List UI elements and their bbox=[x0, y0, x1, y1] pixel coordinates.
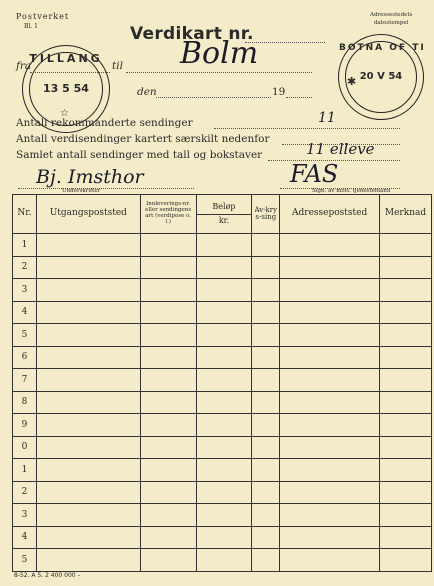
table-cell bbox=[140, 369, 196, 392]
table-cell bbox=[196, 481, 252, 504]
table-cell bbox=[36, 391, 140, 414]
table-cell bbox=[380, 324, 432, 347]
den-line bbox=[156, 97, 271, 98]
table-cell bbox=[36, 346, 140, 369]
table-cell bbox=[196, 549, 252, 572]
receiver-signature-label: Sign. av mott. tjenestemann bbox=[312, 188, 391, 194]
table-row bbox=[13, 279, 432, 302]
table-cell bbox=[280, 234, 380, 257]
sender-signature-line bbox=[18, 188, 194, 189]
recommended-label: Antall rekommanderte sendinger bbox=[16, 117, 193, 129]
col-avkryssing: Av-krys-sing bbox=[252, 195, 280, 234]
left-postmark-star-icon: ☆ bbox=[60, 108, 69, 119]
form-title: Verdikart nr. bbox=[130, 24, 254, 44]
table-cell bbox=[380, 279, 432, 302]
table-cell bbox=[196, 346, 252, 369]
table-cell bbox=[140, 436, 196, 459]
table-cell bbox=[280, 279, 380, 302]
table-cell bbox=[196, 234, 252, 257]
table-cell bbox=[380, 549, 432, 572]
table-row bbox=[13, 234, 432, 257]
table-cell bbox=[280, 549, 380, 572]
row-number: 0 bbox=[13, 436, 37, 459]
table-cell bbox=[252, 526, 280, 549]
recommended-value: 11 bbox=[318, 110, 336, 126]
table-cell bbox=[36, 256, 140, 279]
col-belop-label: Beløp bbox=[212, 201, 236, 211]
table-cell bbox=[252, 301, 280, 324]
stamp-label-2: datostempel bbox=[374, 20, 409, 26]
table-row bbox=[13, 301, 432, 324]
table-cell bbox=[36, 301, 140, 324]
value-shipments-label: Antall verdisendinger kartert særskilt nedenfor bbox=[16, 133, 270, 145]
row-number: 2 bbox=[13, 256, 37, 279]
left-postmark-date: 13 5 54 bbox=[43, 82, 89, 95]
table-cell bbox=[36, 526, 140, 549]
table-cell bbox=[196, 279, 252, 302]
table-cell bbox=[196, 391, 252, 414]
table-cell bbox=[280, 369, 380, 392]
row-number: 1 bbox=[13, 459, 37, 482]
table-cell bbox=[252, 414, 280, 437]
col-innlevering: Innleverings-nr. eller sendingens art (verdipose o. l.) bbox=[140, 195, 196, 234]
table-cell bbox=[196, 436, 252, 459]
table-row bbox=[13, 369, 432, 392]
table-cell bbox=[252, 391, 280, 414]
col-belop bbox=[196, 195, 252, 234]
table-cell bbox=[36, 234, 140, 257]
table-row bbox=[13, 549, 432, 572]
table-cell bbox=[280, 346, 380, 369]
table-cell bbox=[252, 256, 280, 279]
table-cell bbox=[280, 481, 380, 504]
table-cell bbox=[140, 256, 196, 279]
table-cell bbox=[280, 256, 380, 279]
table-cell bbox=[380, 346, 432, 369]
table-cell bbox=[196, 256, 252, 279]
table-row bbox=[13, 391, 432, 414]
row-number: 7 bbox=[13, 369, 37, 392]
print-code: 8-52. A 5. 2 400 000 – bbox=[14, 572, 81, 579]
table-row bbox=[13, 414, 432, 437]
col-belop-kr: kr. bbox=[197, 214, 252, 225]
table-cell bbox=[252, 324, 280, 347]
col-utgangspoststed: Utgangspoststed bbox=[36, 195, 140, 234]
table-cell bbox=[196, 526, 252, 549]
table-cell bbox=[140, 526, 196, 549]
table-row bbox=[13, 504, 432, 527]
table-cell bbox=[252, 459, 280, 482]
table-cell bbox=[252, 481, 280, 504]
row-number: 8 bbox=[13, 391, 37, 414]
table-cell bbox=[140, 301, 196, 324]
table-cell bbox=[380, 436, 432, 459]
total-label: Samlet antall sendinger med tall og bokstaver bbox=[16, 149, 263, 161]
table-cell bbox=[252, 369, 280, 392]
table-cell bbox=[380, 256, 432, 279]
table-cell bbox=[196, 459, 252, 482]
sender-signature: Bj. Imsthor bbox=[36, 166, 144, 188]
row-number: 4 bbox=[13, 301, 37, 324]
table-cell bbox=[140, 481, 196, 504]
table-cell bbox=[280, 459, 380, 482]
table-cell bbox=[36, 369, 140, 392]
year-label: 19 bbox=[272, 86, 286, 98]
table-cell bbox=[36, 324, 140, 347]
receiver-signature: FAS bbox=[290, 160, 339, 188]
right-postmark-date: 20 V 54 bbox=[359, 71, 403, 82]
table-row bbox=[13, 324, 432, 347]
right-postmark bbox=[338, 34, 424, 120]
row-number: 9 bbox=[13, 414, 37, 437]
den-label: den bbox=[137, 86, 157, 98]
fra-label: fra bbox=[16, 60, 32, 72]
table-cell bbox=[140, 279, 196, 302]
row-number: 1 bbox=[13, 234, 37, 257]
left-postmark-place: TILLANG bbox=[29, 52, 103, 65]
table-cell bbox=[36, 414, 140, 437]
col-merknad: Merknad bbox=[380, 195, 432, 234]
table-cell bbox=[36, 436, 140, 459]
right-postmark-place: BOTNA OF TI bbox=[339, 43, 426, 53]
table-cell bbox=[36, 549, 140, 572]
table-row bbox=[13, 436, 432, 459]
table-row bbox=[13, 526, 432, 549]
til-line bbox=[126, 72, 312, 73]
col-adressepoststed: Adressepoststed bbox=[280, 195, 380, 234]
table-cell bbox=[280, 324, 380, 347]
table-row bbox=[13, 346, 432, 369]
row-number: 3 bbox=[13, 504, 37, 527]
table-cell bbox=[280, 436, 380, 459]
table-cell bbox=[252, 234, 280, 257]
row-number: 5 bbox=[13, 324, 37, 347]
table-cell bbox=[252, 279, 280, 302]
row-number: 6 bbox=[13, 346, 37, 369]
table-cell bbox=[140, 346, 196, 369]
org-name: Postverket bbox=[16, 12, 70, 21]
table-cell bbox=[36, 279, 140, 302]
table-cell bbox=[380, 481, 432, 504]
table-cell bbox=[252, 549, 280, 572]
row-number: 2 bbox=[13, 481, 37, 504]
total-value: 11 elleve bbox=[306, 140, 375, 158]
table-cell bbox=[140, 234, 196, 257]
table-cell bbox=[36, 459, 140, 482]
table-cell bbox=[380, 391, 432, 414]
shipments-table bbox=[12, 194, 432, 572]
table-cell bbox=[252, 436, 280, 459]
table-cell bbox=[140, 459, 196, 482]
row-number: 5 bbox=[13, 549, 37, 572]
til-handwritten: Bolm bbox=[180, 36, 259, 71]
right-postmark-star-icon: ✱ bbox=[347, 75, 357, 88]
table-cell bbox=[196, 301, 252, 324]
table-cell bbox=[252, 504, 280, 527]
table-cell bbox=[280, 504, 380, 527]
row-number: 3 bbox=[13, 279, 37, 302]
recommended-line bbox=[214, 128, 400, 129]
form-code: Bl. 1 bbox=[24, 23, 38, 30]
table-cell bbox=[140, 324, 196, 347]
row-number: 4 bbox=[13, 526, 37, 549]
table-cell bbox=[196, 504, 252, 527]
table-cell bbox=[380, 504, 432, 527]
table-row bbox=[13, 481, 432, 504]
table-cell bbox=[196, 414, 252, 437]
stamp-label-1: Adressestedets bbox=[370, 12, 413, 18]
table-cell bbox=[280, 301, 380, 324]
table-cell bbox=[280, 391, 380, 414]
table-cell bbox=[380, 234, 432, 257]
col-nr: Nr. bbox=[13, 195, 37, 234]
table-cell bbox=[140, 391, 196, 414]
table-cell bbox=[380, 459, 432, 482]
table-cell bbox=[196, 369, 252, 392]
table-cell bbox=[380, 414, 432, 437]
til-label: til bbox=[112, 60, 123, 72]
table-cell bbox=[140, 549, 196, 572]
table-row bbox=[13, 256, 432, 279]
year-line bbox=[286, 97, 312, 98]
table-cell bbox=[140, 414, 196, 437]
table-cell bbox=[252, 346, 280, 369]
table-cell bbox=[280, 414, 380, 437]
sender-signature-label: Underskrifter bbox=[62, 188, 101, 194]
table-row bbox=[13, 459, 432, 482]
table-cell bbox=[380, 526, 432, 549]
table-cell bbox=[140, 504, 196, 527]
table-cell bbox=[380, 369, 432, 392]
table-cell bbox=[280, 526, 380, 549]
table-cell bbox=[36, 504, 140, 527]
table-cell bbox=[36, 481, 140, 504]
table-cell bbox=[380, 301, 432, 324]
table-cell bbox=[196, 324, 252, 347]
